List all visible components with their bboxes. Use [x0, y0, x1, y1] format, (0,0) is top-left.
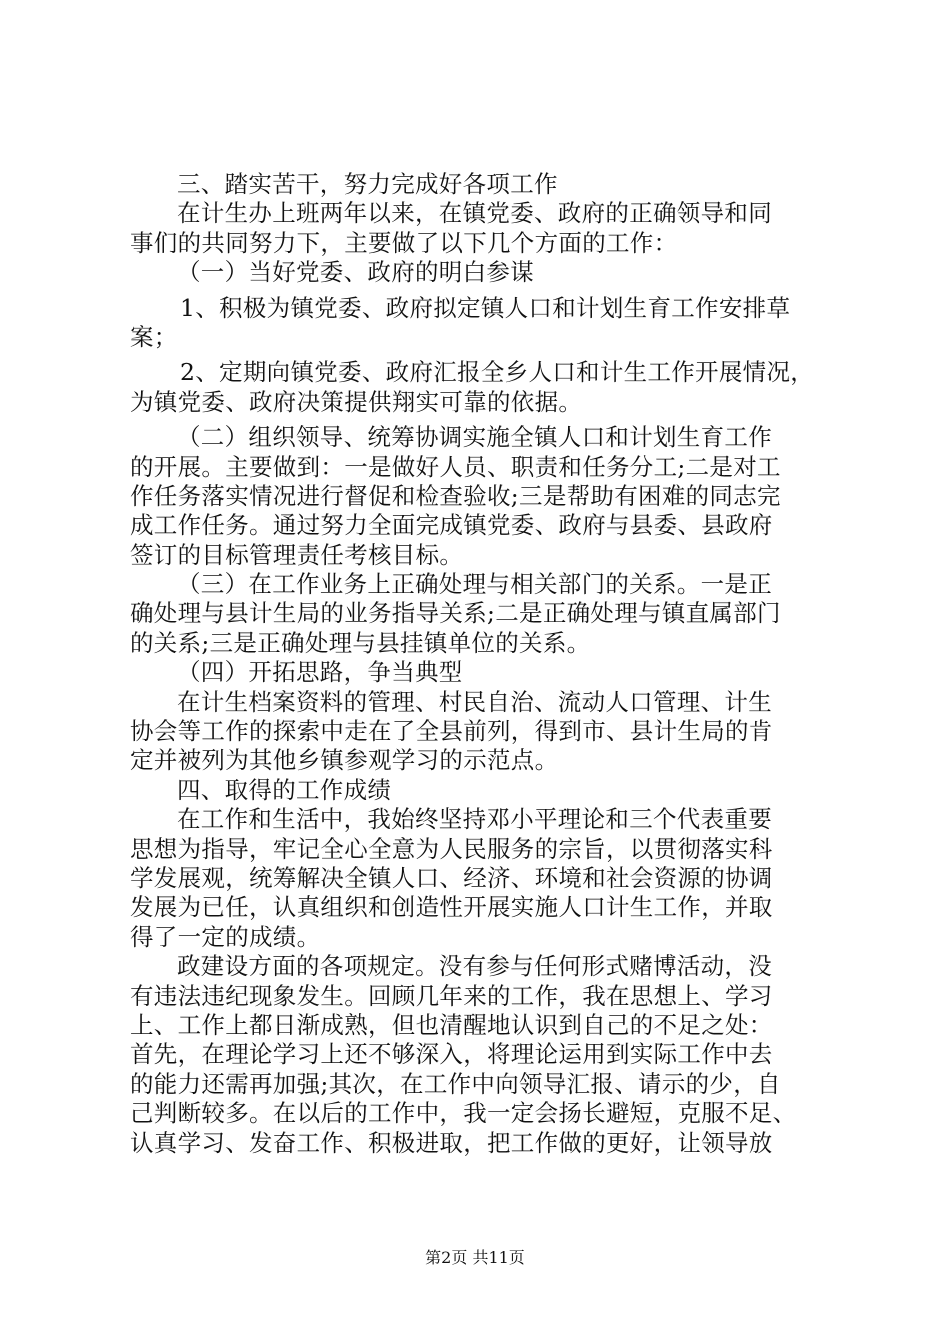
- subsection-heading-4: （四）开拓思路，争当典型: [177, 658, 463, 687]
- paragraph-line: 的能力还需再加强;其次，在工作中向领导汇报、请示的少，自: [130, 1069, 781, 1098]
- subsection-heading-2: （二）组织领导、统筹协调实施全镇人口和计划生育工作: [177, 423, 772, 452]
- list-item-line: 2、定期向镇党委、政府汇报全乡人口和计生工作开展情况，: [180, 358, 815, 387]
- paragraph-line: 学发展观，统筹解决全镇人口、经济、环境和社会资源的协调: [130, 863, 773, 892]
- paragraph-line: 的关系;三是正确处理与县挂镇单位的关系。: [130, 628, 591, 657]
- subsection-heading-1: （一）当好党委、政府的明白参谋: [177, 258, 534, 287]
- subsection-heading-3: （三）在工作业务上正确处理与相关部门的关系。一是正: [177, 570, 772, 599]
- paragraph-line: 首先，在理论学习上还不够深入，将理论运用到实际工作中去: [130, 1040, 773, 1069]
- paragraph-line: 政建设方面的各项规定。没有参与任何形式赌博活动，没: [177, 952, 772, 981]
- paragraph-line: 事们的共同努力下，主要做了以下几个方面的工作：: [130, 228, 678, 257]
- page-number-footer: 第2页 共11页: [425, 1248, 525, 1267]
- paragraph-line: 协会等工作的探索中走在了全县前列，得到市、县计生局的肯: [130, 717, 773, 746]
- paragraph-line: 签订的目标管理责任考核目标。: [130, 540, 464, 569]
- paragraph-line: 在工作和生活中，我始终坚持邓小平理论和三个代表重要: [177, 805, 772, 834]
- paragraph-line: 在计生档案资料的管理、村民自治、流动人口管理、计生: [177, 687, 772, 716]
- section-heading-3: 三、踏实苦干，努力完成好各项工作: [177, 170, 558, 198]
- paragraph-line: 得了一定的成绩。: [130, 922, 321, 951]
- paragraph-line: 思想为指导，牢记全心全意为人民服务的宗旨，以贯彻落实科: [130, 834, 773, 863]
- list-item-line: 为镇党委、政府决策提供翔实可靠的依据。: [130, 387, 583, 416]
- paragraph-line: 定并被列为其他乡镇参观学习的示范点。: [130, 746, 559, 775]
- section-heading-4: 四、取得的工作成绩: [177, 775, 392, 804]
- list-item-line: 1、积极为镇党委、政府拟定镇人口和计划生育工作安排草: [180, 293, 791, 322]
- paragraph-line: 在计生办上班两年以来，在镇党委、政府的正确领导和同: [177, 199, 772, 228]
- paragraph-line: 认真学习、发奋工作、积极进取，把工作做的更好，让领导放: [130, 1128, 773, 1157]
- paragraph-line: 发展为已任，认真组织和创造性开展实施人口计生工作，并取: [130, 893, 773, 922]
- paragraph-line: 确处理与县计生局的业务指导关系;二是正确处理与镇直属部门: [130, 599, 781, 628]
- list-item-line: 案；: [130, 322, 178, 351]
- paragraph-line: 己判断较多。在以后的工作中，我一定会扬长避短，克服不足、: [130, 1099, 797, 1128]
- document-body: [130, 170, 835, 1158]
- paragraph-line: 作任务落实情况进行督促和检查验收;三是帮助有困难的同志完: [130, 481, 781, 510]
- paragraph-line: 成工作任务。通过努力全面完成镇党委、政府与县委、县政府: [130, 511, 773, 540]
- paragraph-line: 有违法违纪现象发生。回顾几年来的工作，我在思想上、学习: [130, 981, 773, 1010]
- paragraph-line: 的开展。主要做到：一是做好人员、职责和任务分工;二是对工: [130, 452, 781, 481]
- paragraph-line: 上、工作上都日渐成熟，但也清醒地认识到自己的不足之处：: [130, 1010, 773, 1039]
